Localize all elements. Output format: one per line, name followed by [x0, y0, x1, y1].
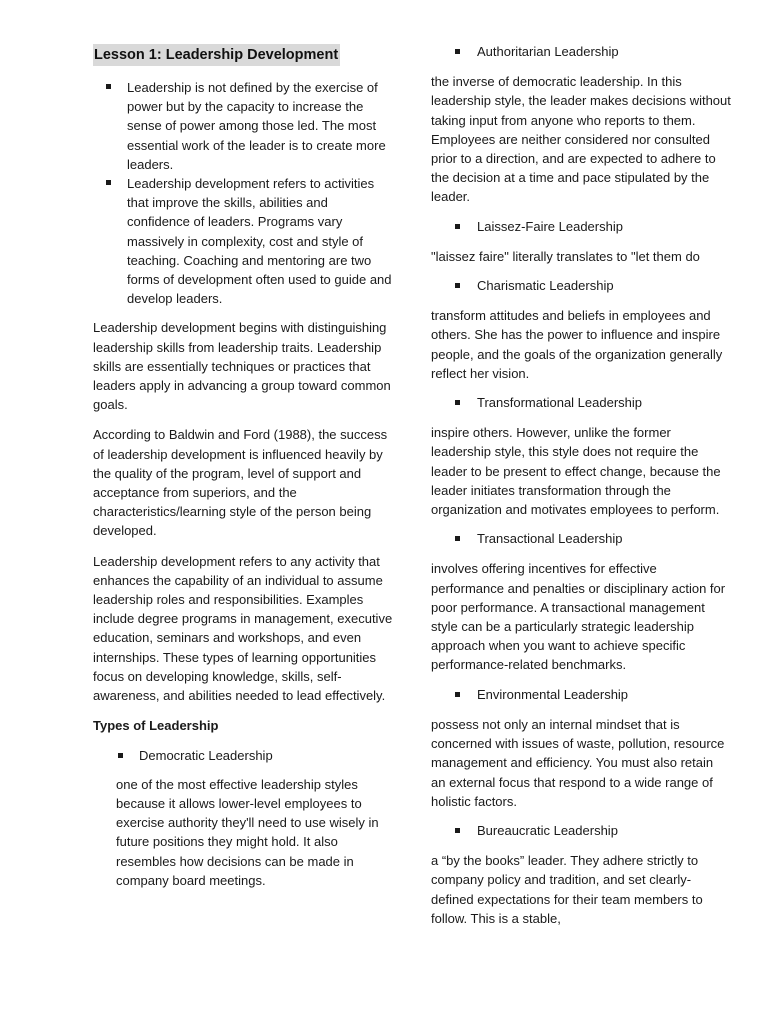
type-name: Authoritarian Leadership [477, 44, 619, 59]
type-description-charismatic: transform attitudes and beliefs in employees and others. She has the power to influence and inspire people, and the goals of the organization generally reflect her vision. [431, 308, 723, 381]
square-bullet-icon [455, 828, 460, 833]
type-description-transformational: inspire others. However, unlike the former leadership style, this style does not require the leader to be present to effect change, because the leader initiates transformation through the organization and motivates employees to perform. [431, 425, 721, 518]
types-heading: Types of Leadership [93, 718, 219, 734]
type-heading-authoritarian [431, 42, 731, 61]
type-description-authoritarian: the inverse of democratic leadership. In this leadership style, the leader makes decisions without taking input from anyone who reports to them. Employees are neither considered nor consulted prior to a direction, and are expected to adhere to the decision at a time and pace stipulated by the leader. [431, 74, 731, 205]
type-name: Transformational Leadership [477, 395, 642, 411]
type-heading-charismatic [431, 276, 731, 295]
square-bullet-icon [106, 84, 111, 89]
type-name: Laissez-Faire Leadership [477, 218, 623, 234]
square-bullet-icon [455, 283, 460, 288]
type-heading-environmental [431, 685, 731, 704]
type-description-bureaucratic: a “by the books” leader. They adhere strictly to company policy and tradition, and set clearly-defined expectations for their team members to follow. This is a stable, [431, 853, 703, 926]
type-description-democratic: one of the most effective leadership styles because it allows lower-level employees to exercise authority they'll need to use wisely in future positions they might hold. It also resembles how decisions can be made in company board meetings. [116, 776, 379, 888]
intro-bullet-list [93, 78, 393, 308]
type-heading-transformational [431, 393, 731, 412]
type-heading-transactional [431, 529, 731, 548]
list-item-text: Leadership is not defined by the exercise of power but by the capacity to increase the sense of power among those led. The most essential work of the leader is to create more leaders. [127, 80, 386, 172]
type-name: Bureaucratic Leadership [477, 822, 618, 838]
type-description-environmental: possess not only an internal mindset that is concerned with issues of waste, pollution, resource management and efficiency. You must also retain an external focus that respond to a wide range of holistic factors. [431, 716, 725, 809]
type-heading-bureaucratic [431, 821, 731, 840]
right-column [431, 42, 731, 938]
list-item [93, 174, 393, 308]
type-heading-laissez-faire [431, 217, 731, 236]
list-item [93, 78, 393, 174]
type-heading-democratic [93, 746, 393, 765]
type-name: Charismatic Leadership [477, 278, 614, 294]
paragraph-skills-vs-traits: Leadership development begins with distinguishing leadership skills from leadership traits. Leadership skills are essentially techniques or practices that leaders apply in advancing a group toward common goals. [93, 320, 391, 413]
square-bullet-icon [455, 400, 460, 405]
square-bullet-icon [455, 692, 460, 697]
type-name: Transactional Leadership [477, 531, 623, 547]
left-column [93, 44, 393, 901]
square-bullet-icon [106, 180, 111, 185]
paragraph-baldwin-ford: According to Baldwin and Ford (1988), the success of leadership development is influenced heavily by the quality of the program, level of support and acceptance from superiors, and the characteristics/learning style of the person being developed. [93, 427, 388, 539]
lesson-title: Lesson 1: Leadership Development [93, 44, 340, 66]
square-bullet-icon [118, 753, 123, 758]
type-name: Environmental Leadership [477, 686, 629, 702]
type-description-laissez-faire: "laissez faire" literally translates to "let them do [431, 248, 700, 264]
square-bullet-icon [455, 224, 460, 229]
type-name: Democratic Leadership [139, 747, 273, 763]
paragraph-activities: Leadership development refers to any activity that enhances the capability of an individual to assume leadership roles and responsibilities. Examples include degree programs in management, executive education, seminars and workshops, and even internships. These types of learning opportunities focus on developing knowledge, skills, self-awareness, and abilities needed to lead effectively. [93, 553, 393, 704]
square-bullet-icon [455, 49, 460, 54]
type-description-transactional: involves offering incentives for effective performance and penalties or disciplinary action for poor performance. A transactional management style can be a particularly strategic leadership approach when you want to achieve specific performance-related benchmarks. [431, 561, 726, 673]
list-item-text: Leadership development refers to activities that improve the skills, abilities and confidence of leaders. Programs vary massively in complexity, cost and style of teaching. Coaching and mentoring are two forms of development often used to guide and develop leaders. [127, 176, 392, 307]
square-bullet-icon [455, 536, 460, 541]
